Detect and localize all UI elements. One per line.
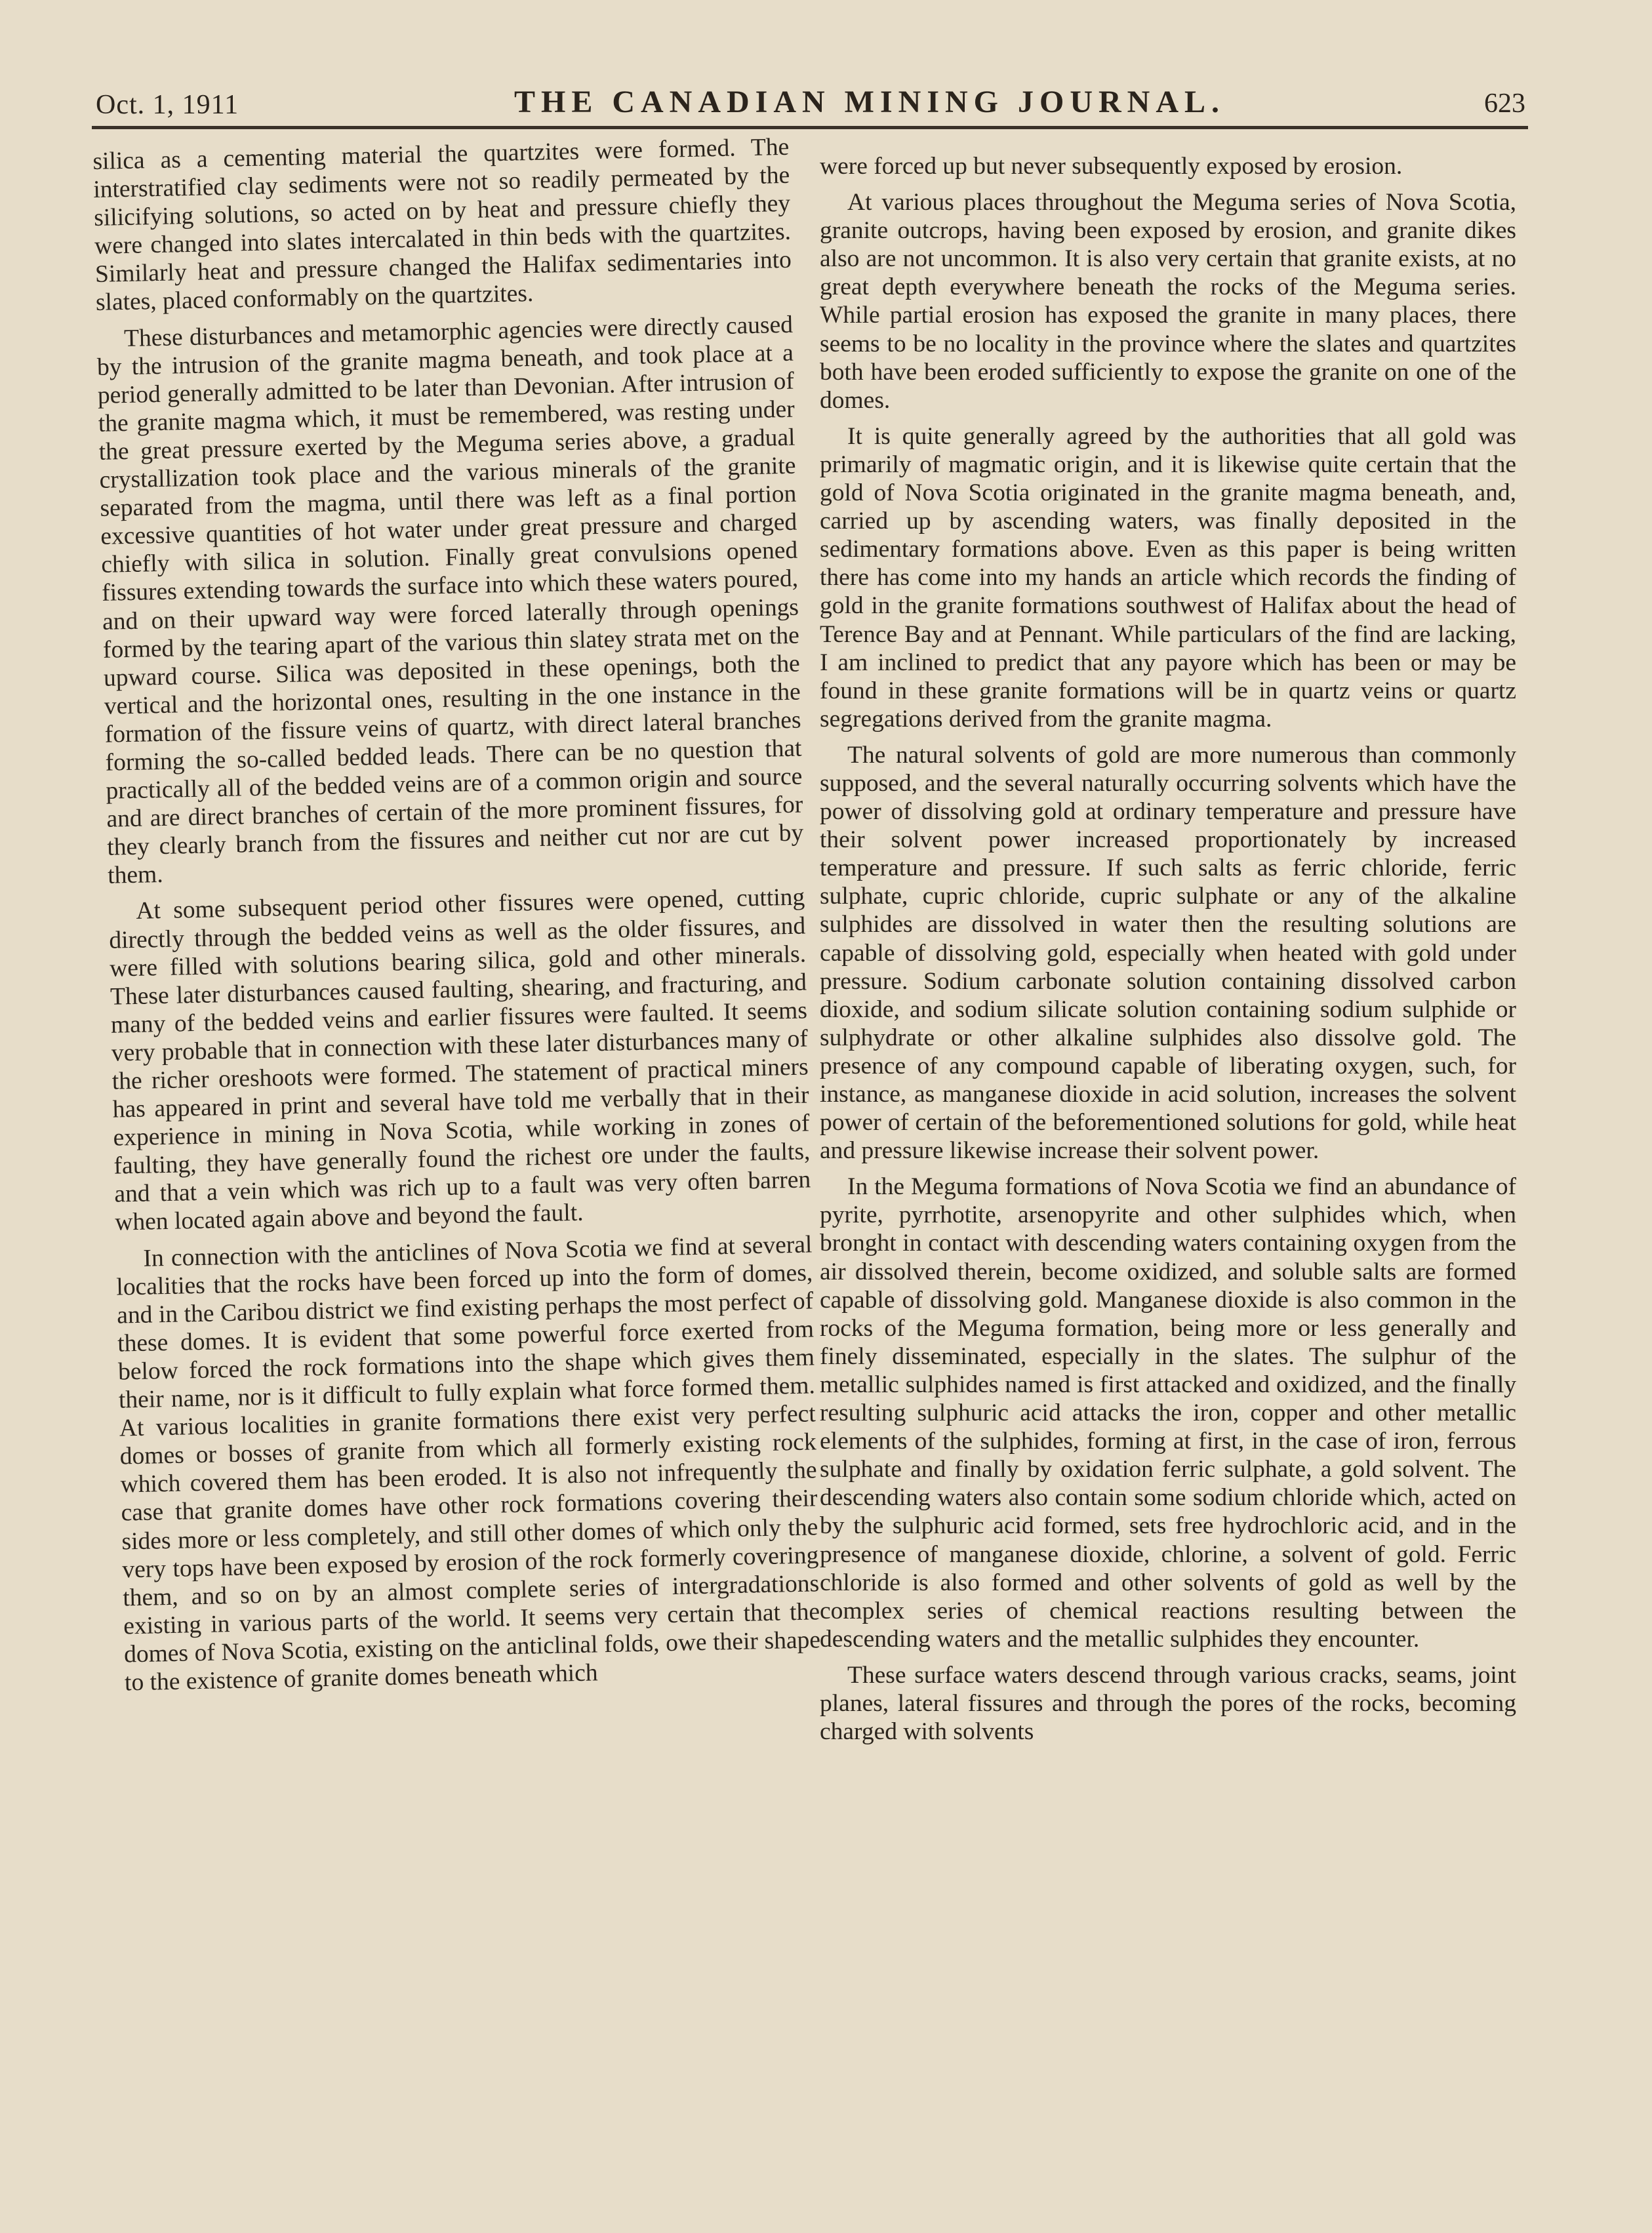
- left-column: [92, 133, 822, 1705]
- issue-date: Oct. 1, 1911: [96, 90, 239, 120]
- right-column: [820, 152, 1516, 1754]
- paragraph: At some subsequent period other fissures were opened, cutting directly through the bedded veins as well as the older fissures, and were filled with solutions bearing silica, gold and other minerals. These later disturbances caused faulting, shearing, and fracturing, and many of the bedded veins and earlier fissures were faulted. It seems very probable that in connection with these later disturbances many of the richer oreshoots were formed. The statement of practical miners has appeared in print and several have told me verbally that in their experience in mining in Nova Scotia, while working in zones of faulting, they have generally found the richest ore under the faults, and that a vein which was rich up to a fault was very often barren when located again above and beyond the fault.: [108, 883, 811, 1237]
- paragraph: It is quite generally agreed by the authorities that all gold was primarily of magmatic origin, and it is likewise quite certain that the gold of Nova Scotia originated in the granite magma beneath, and, carried up by ascending waters, was finally deposited in the sedimentary formations above. Even as this paper is being written there has come into my hands an article which records the finding of gold in the granite formations southwest of Halifax about the head of Terence Bay and at Pennant. While particulars of the find are lacking, I am inclined to predict that any payore which has been or may be found in these granite formations will be in quartz veins or quartz segregations derived from the granite magma.: [820, 422, 1516, 733]
- paragraph: These surface waters descend through various cracks, seams, joint planes, lateral fissures and through the pores of the rocks, becoming charged with solvents: [820, 1661, 1516, 1746]
- paragraph: In the Meguma formations of Nova Scotia we find an abundance of pyrite, pyrrhotite, arsenopyrite and other sulphides which, when bronght in contact with descending waters containing oxygen from the air dissolved therein, become oxidized, and soluble salts are formed capable of dissolving gold. Manganese dioxide is also common in the rocks of the Meguma formation, being more or less generally and finely disseminated, especially in the slates. The sulphur of the metallic sulphides named is first attacked and oxidized, and the finally resulting sulphuric acid attacks the iron, copper and other metallic elements of the sulphides, forming at first, in the case of iron, ferrous sulphate and finally by oxidation ferric sulphate, a gold solvent. The descending waters also contain some sodium chloride which, acted on by the sulphuric acid formed, sets free hydrochloric acid, and in the presence of manganese dioxide, chlorine, a solvent of gold. Ferric chloride is also formed and other solvents of gold as well by the complex series of chemical reactions resulting between the descending waters and the metallic sulphides they encounter.: [820, 1173, 1516, 1653]
- paragraph: These disturbances and metamorphic agencies were directly caused by the intrusion of the granite magma beneath, and took place at a period generally admitted to be later than Devonian. After intrusion of the granite magma which, it must be remembered, was resting under the great pressure exerted by the Meguma series above, a gradual crystallization took place and the various minerals of the granite separated from the magma, until there was left as a final portion excessive quantities of hot water under great pressure and charged chiefly with silica in solution. Finally great convulsions opened fissures extending towards the surface into which these waters poured, and on their upward way were forced laterally through openings formed by the tearing apart of the various thin slatey strata met on the upward course. Silica was deposited in these openings, both the vertical and the horizontal ones, resulting in the one instance in the formation of the fissure veins of quartz, with direct lateral branches forming the so-called bedded leads. There can be no question that practically all of the bedded veins are of a common origin and source and are direct branches of certain of the more prominent fissures, for they clearly branch from the fissures and neither cut nor are cut by them.: [96, 311, 804, 890]
- page-number: 623: [1484, 89, 1525, 119]
- header-rule: [92, 126, 1528, 129]
- paragraph: The natural solvents of gold are more numerous than commonly supposed, and the several naturally occurring solvents which have the power of dissolving gold at ordinary temperature and pressure have their solvent power increased proportionately by increased temperature and pressure. If such salts as ferric chloride, ferric sulphate, cupric chloride, cupric sulphate or any of the alkaline sulphides are dissolved in water then the resulting solutions are capable of dissolving gold, especially when heated with gold under pressure. Sodium carbonate solution containing dissolved carbon dioxide, and sodium silicate solution containing sodium sulphide or sulphydrate or other alkaline sulphides also dissolve gold. The presence of any compound capable of liberating oxygen, such, for instance, as manganese dioxide in acid solution, increases the solvent power of certain of the beforementioned solutions for gold, while heat and pressure likewise increase their solvent power.: [820, 741, 1516, 1165]
- journal-title: THE CANADIAN MINING JOURNAL.: [514, 85, 1226, 119]
- paragraph: In connection with the anticlines of Nova Scotia we find at several localities that the rocks have been forced up into the form of domes, and in the Caribou district we find existing perhaps the most perfect of these domes. It is evident that some powerful force exerted from below forced the rock formations into the shape which gives them their name, nor is it difficult to fully explain what force formed them. At various localities in granite formations there exist very perfect domes or bosses of granite from which all formerly existing rock which covered them has been eroded. It is also not infrequently the case that granite domes have other rock formations covering their sides more or less completely, and still other domes of which only the very tops have been exposed by erosion of the rock formerly covering them, and so on by an almost complete series of intergradations existing in various parts of the world. It seems very certain that the domes of Nova Scotia, existing on the anticlinal folds, owe their shape to the existence of granite domes beneath which: [115, 1230, 821, 1697]
- paragraph: silica as a cementing material the quartzites were formed. The interstratified clay sediments were not so readily permeated by the silicifying solutions, so acted on by heat and pressure chiefly they were changed into slates intercalated in thin beds with the quartzites. Similarly heat and pressure changed the Halifax sedimentaries into slates, placed conformably on the quartzites.: [92, 133, 792, 317]
- paragraph: At various places throughout the Meguma series of Nova Scotia, granite outcrops, having been exposed by erosion, and granite dikes also are not uncommon. It is also very certain that granite exists, at no great depth everywhere beneath the rocks of the Meguma series. While partial erosion has exposed the granite in many places, there seems to be no locality in the province where the slates and quartzites both have been eroded sufficiently to expose the granite on one of the domes.: [820, 189, 1516, 414]
- paragraph: were forced up but never subsequently exposed by erosion.: [820, 153, 1403, 180]
